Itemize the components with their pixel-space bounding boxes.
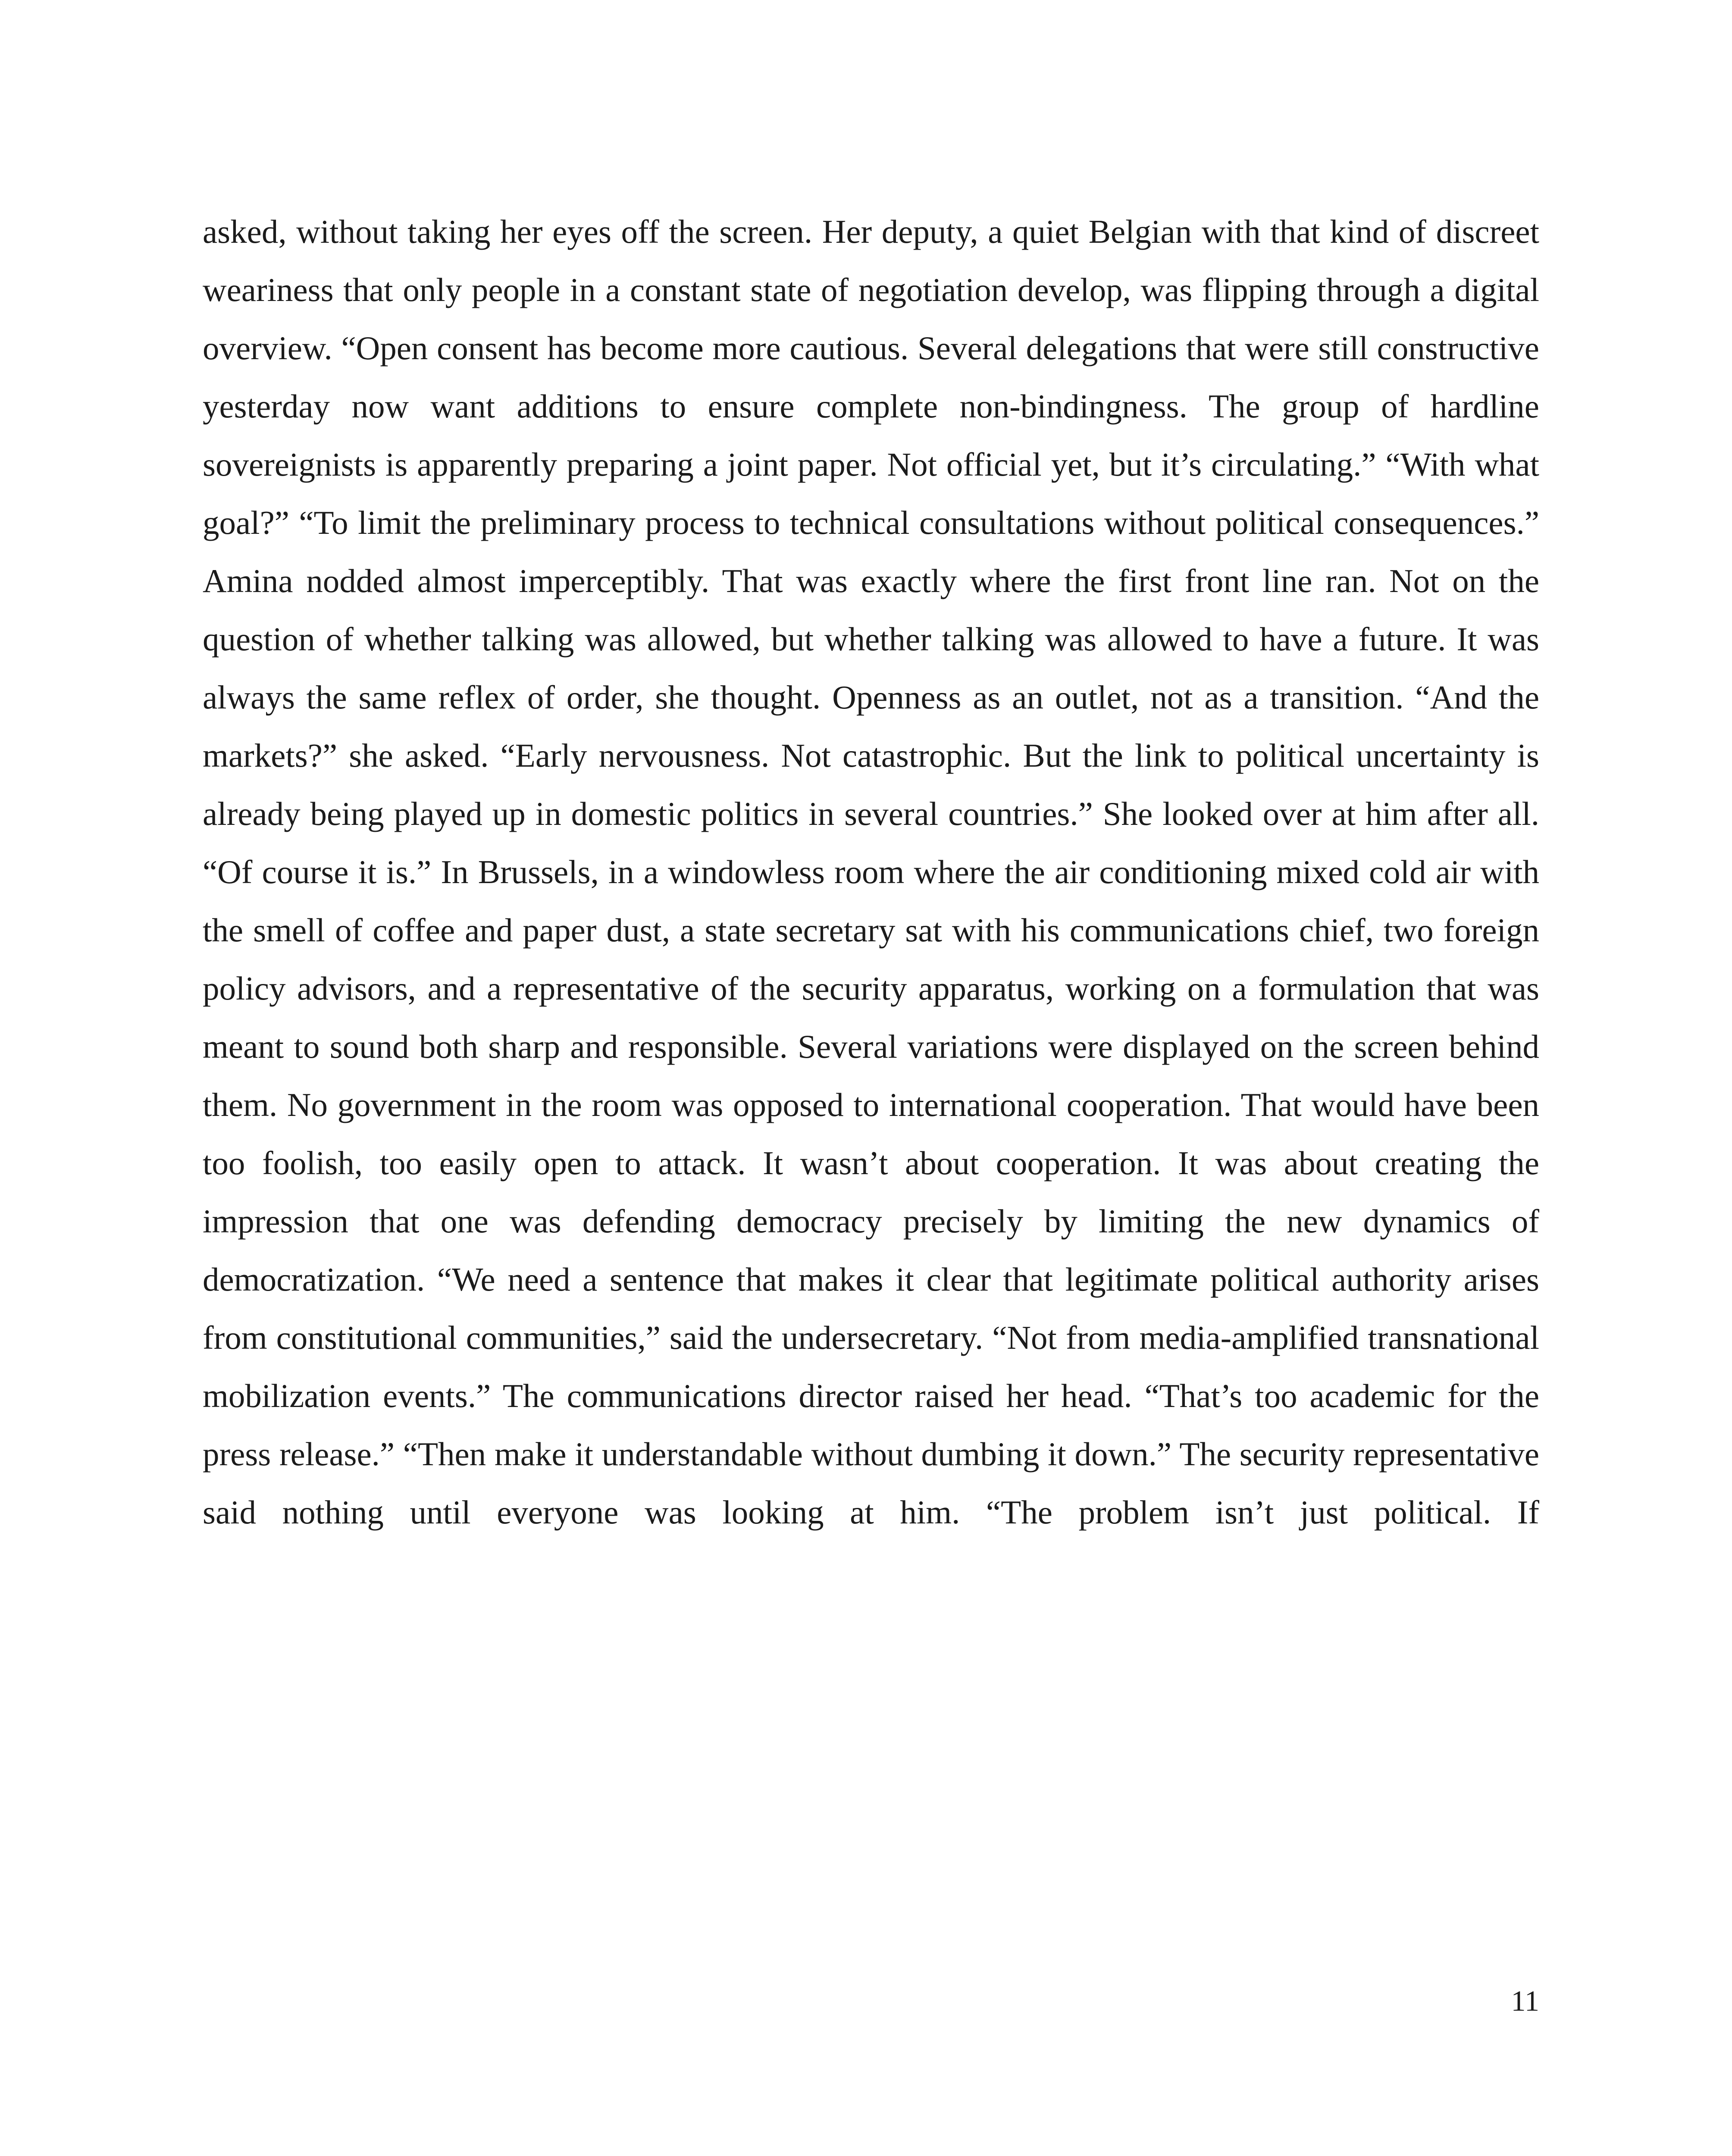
page-number: 11 xyxy=(1511,1984,1539,2017)
body-paragraph: asked, without taking her eyes off the screen. Her deputy, a quiet Belgian with that kind of discreet weariness that only people in a constant state of negotiation develop, was flipping through a digital overview. “Open consent has become more cautious. Several delegations that were still constructive yesterday now want additions to ensure complete non-bindingness. The group of hardline sovereignists is apparently preparing a joint paper. Not official yet, but it’s circulating.” “With what goal?” “To limit the preliminary process to technical consultations without political consequences.” Amina nodded almost imperceptibly. That was exactly where the first front line ran. Not on the question of whether talking was allowed, but whether talking was allowed to have a future. It was always the same reflex of order, she thought. Openness as an outlet, not as a transition. “And the markets?” she asked. “Early nervousness. Not catastrophic. But the link to political uncertainty is already being played up in domestic politics in several countries.” She looked over at him after all. “Of course it is.” In Brussels, in a windowless room where the air conditioning mixed cold air with the smell of coffee and paper dust, a state secretary sat with his communications chief, two foreign policy advisors, and a representative of the security apparatus, working on a formulation that was meant to sound both sharp and responsible. Several variations were displayed on the screen behind them. No government in the room was opposed to international cooperation. That would have been too foolish, too easily open to attack. It wasn’t about cooperation. It was about creating the impression that one was defending democracy precisely by limiting the new dynamics of democratization. “We need a sentence that makes it clear that legitimate political authority arises from constitutional communities,” said the undersecretary. “Not from media-amplified transnational mobilization events.” The communications director raised her head. “That’s too academic for the press release.” “Then make it understandable without dumbing it down.” The security representative said nothing until everyone was looking at him. “The problem isn’t just political. If xyxy=(203,213,1539,1531)
